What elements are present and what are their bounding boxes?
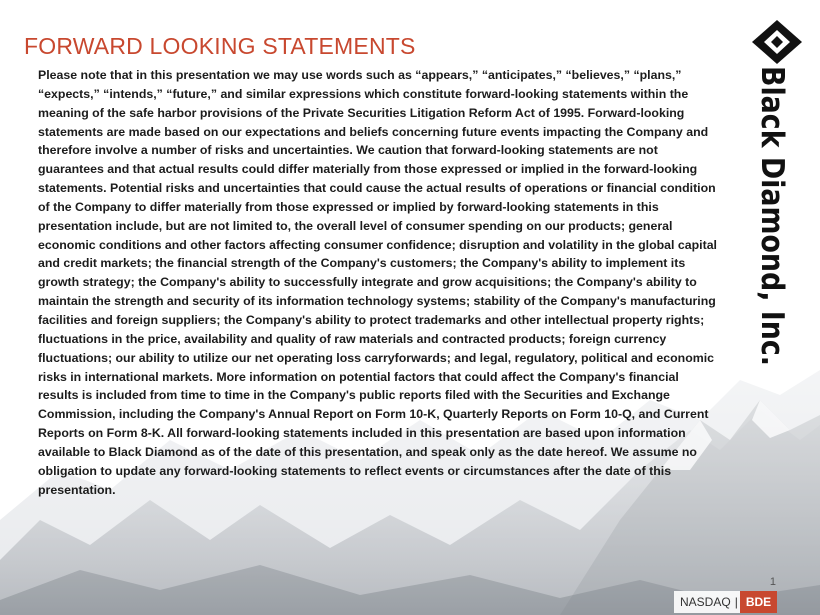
exchange-label: NASDAQ [674,591,735,613]
black-diamond-logo-text: Black Diamond, Inc. [754,66,790,413]
forward-looking-statement-text: Please note that in this presentation we may use words such as “appears,” “anticipates,” “believes,” “plans,” “expects,” “intends,” “future,” and similar expressions which constitute forward-looking statements within the meaning of the safe harbor provisions of the Private Securities Litigation Reform Act of 1995. Forward-looking statements are made based on our expectations and beliefs concerning future events impacting the Company and therefore involve a number of risks and uncertainties. We caution that forward-looking statements are not guarantees and that actual results could differ materially from those expressed or implied in the forward-looking statements. Potential risks and uncertainties that could cause the actual results of operations or financial condition of the Company to differ materially from those expressed or implied by forward-looking statements in this presentation include, but are not limited to, the overall level of consumer spending on our products; general economic conditions and other factors affecting consumer confidence; disruption and volatility in the global capital and credit markets; the financial strength of the Company's customers; the Company's ability to implement its growth strategy; the Company's ability to successfully integrate and grow acquisitions; the Company's ability to maintain the strength and security of its information technology systems; stability of the Company's manufacturing facilities and foreign suppliers; the Company's ability to protect trademarks and other intellectual property rights; fluctuations in the price, availability and quality of raw materials and contracted products; foreign currency fluctuations; our ability to utilize our net operating loss carryforwards; and legal, regulatory, political and economic risks in international markets. More information on potential factors that could affect the Company's financial results is included from time to time in the Company's public reports filed with the Securities and Exchange Commission, including the Company's Annual Report on Form 10-K, Quarterly Reports on Form 10-Q, and Current Reports on Form 8-K. All forward-looking statements included in this presentation are based upon information available to Black Diamond as of the date of this presentation, and speak only as the date hereof. We assume no obligation to update any forward-looking statements to reflect events or circumstances after the date of this presentation. [38,68,717,497]
stock-ticker [674,591,784,613]
page-number: 1 [769,576,776,588]
ticker-symbol: BDE [740,591,777,613]
slide-title: FORWARD LOOKING STATEMENTS [24,33,416,59]
ticker-separator: | [735,591,740,613]
black-diamond-logo [746,16,808,413]
black-diamond-logo-icon [752,20,802,64]
